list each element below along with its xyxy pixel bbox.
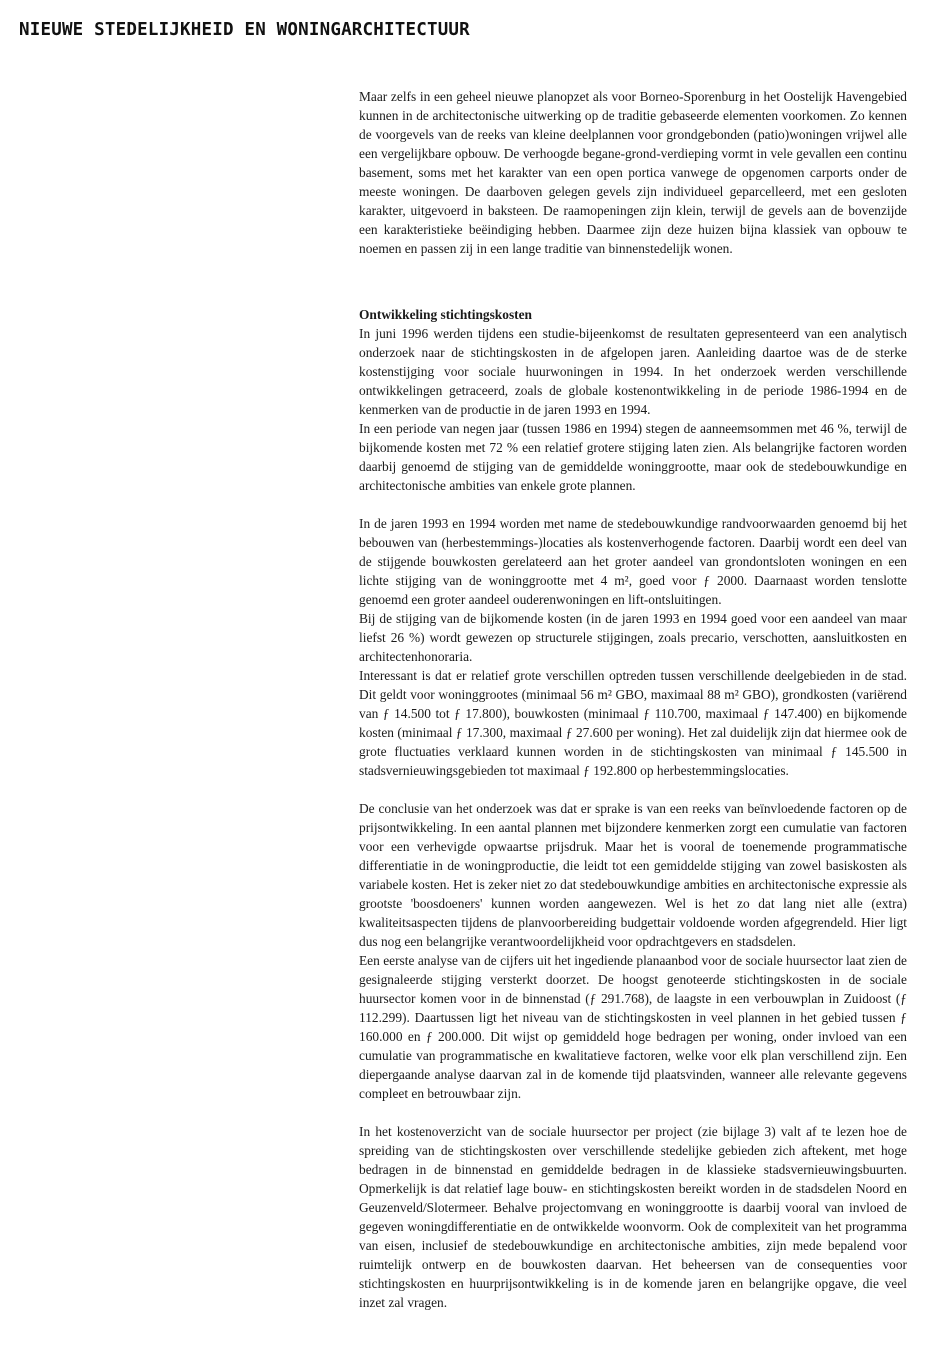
text-column xyxy=(359,87,907,1312)
paragraph-spacer xyxy=(359,780,907,799)
body-paragraph: De conclusie van het onderzoek was dat er sprake is van een reeks van beïnvloedende factoren op de prijsontwikkeling. In een aantal plannen met bijzondere kenmerken zorgt een cumulatie van factoren voor een verhevigde opwaartse prijsdruk. Maar het is vooral de toenemende programmatische differentiatie in de woningproductie, die leidt tot een gemiddelde stijging van zowel basiskosten als variabele kosten. Het is zeker niet zo dat stedebouwkundige ambities en architectonische expressie als grootste 'boosdoeners' kunnen worden aangewezen. Wel is het zo dat lang niet alle (extra) kwaliteitsaspecten tijdens de planvoorbereiding budgettair voldoende worden afgegrendeld. Hier ligt dus nog een belangrijke verantwoordelijkheid voor opdrachtgevers en stadsdelen. xyxy=(359,801,907,949)
section-heading: Ontwikkeling stichtingskosten xyxy=(359,307,532,322)
body-paragraph: In de jaren 1993 en 1994 worden met name de stedebouwkundige randvoorwaarden genoemd bij het bebouwen van (herbestemmings-)locaties als kostenverhogende factoren. Daarbij wordt een deel van de stijgende bouwkosten gerelateerd aan het groter aandeel van grondontsloten woningen en een lichte stijging van de woninggrootte met 4 m², goed voor ƒ 2000. Daarnaast worden tenslotte genoemd een groter aandeel ouderenwoningen en lift-ontsluitingen. xyxy=(359,516,907,607)
body-paragraph: In juni 1996 werden tijdens een studie-bijeenkomst de resultaten gepresenteerd van een analytisch onderzoek naar de stichtingskosten in de afgelopen jaren. Aanleiding daartoe was de de sterke kostenstijging voor sociale huurwoningen in 1994. In het onderzoek werden verschillende ontwikkelingen getraceerd, zoals de globale kostenontwikkeling in de periode 1986-1994 en de kenmerken van de productie in de jaren 1993 en 1994. xyxy=(359,326,907,417)
running-head-title: NIEUWE STEDELIJKHEID EN WONINGARCHITECTUUR xyxy=(19,20,470,40)
paragraph-spacer xyxy=(359,1103,907,1122)
body-paragraph: Interessant is dat er relatief grote verschillen optreden tussen verschillende deelgebieden in de stad. Dit geldt voor woninggrootes (minimaal 56 m² GBO, maximaal 88 m² GBO), grondkosten (variërend van ƒ 14.500 tot ƒ 17.800), bouwkosten (minimaal ƒ 110.700, maximaal ƒ 147.400) en bijkomende kosten (minimaal ƒ 17.300, maximaal ƒ 27.600 per woning). Het zal duidelijk zijn dat hiermee ook de grote fluctuaties verklaard kunnen worden in de stichtingskosten van minimaal ƒ 145.500 in stadsvernieuwingsgebieden tot maximaal ƒ 192.800 op herbestemmingslocaties. xyxy=(359,668,907,778)
paragraph-spacer xyxy=(359,495,907,514)
body-paragraph: Een eerste analyse van de cijfers uit het ingediende planaanbod voor de sociale huursector laat zien de gesignaleerde stijging versterkt doorzet. De hoogst genoteerde stichtingskosten in de sociale huursector komen voor in de binnenstad (ƒ 291.768), de laagste in een verbouwplan in Zuidoost (ƒ 112.299). Daartussen ligt het niveau van de stichtingskosten in veel plannen in het gebied tussen ƒ 160.000 en ƒ 200.000. Dit wijst op gemiddeld hoge bedragen per woning, onder invloed van een cumulatie van programmatische en kwalitatieve factoren, welke voor elk plan verschillend zijn. Een diepergaande analyse daarvan zal in de komende tijd plaatsvinden, wanneer alle relevante gegevens compleet en betrouwbaar zijn. xyxy=(359,953,907,1101)
body-paragraph: Bij de stijging van de bijkomende kosten (in de jaren 1993 en 1994 goed voor een aandeel van maar liefst 26 %) wordt gewezen op structurele stijgingen, zoals precario, verschotten, aansluitkosten en architectenhonoraria. xyxy=(359,611,907,664)
section-spacer xyxy=(359,258,907,305)
intro-paragraph: Maar zelfs in een geheel nieuwe planopzet als voor Borneo-Sporenburg in het Oostelijk Havengebied kunnen in de architectonische uitwerking op de traditie gebaseerde elementen voorkomen. Zo kennen de voorgevels van de reeks van kleine deelplannen voor grondgebonden (patio)woningen vrijwel alle een vergelijkbare opbouw. De verhoogde begane-grond-verdieping vormt in vele gevallen een continu basement, soms met het karakter van een open portica vanwege de opgenomen carports onder de meeste woningen. De daarboven gelegen gevels zijn individueel geparcelleerd, met een gesloten karakter, uitgevoerd in baksteen. De raamopeningen zijn klein, terwijl de gevels aan de bovenzijde een karakteristieke beëindiging hebben. Daarmee zijn deze huizen bijna klassiek van opbouw te noemen en passen zij in een lange traditie van binnenstedelijk wonen. xyxy=(359,89,907,256)
body-paragraph: In het kostenoverzicht van de sociale huursector per project (zie bijlage 3) valt af te lezen hoe de spreiding van de stichtingskosten over verschillende stedelijke gebieden zich aftekent, met hoge bedragen in de binnenstad en gemiddelde bedragen in de klassieke stadsvernieuwingsbuurten. Opmerkelijk is dat relatief lage bouw- en stichtingskosten bereikt worden in de stadsdelen Noord en Geuzenveld/Slotermeer. Behalve projectomvang en woninggrootte is daarbij vooral van invloed de gegeven woningdifferentiatie en de ontwikkelde woonvorm. Ook de complexiteit van het programma van eisen, inclusief de stedebouwkundige en architectonische ambities, zijn mede bepalend voor ruimtelijk ontwerp en de bouwkosten daarvan. Het beheersen van de consequenties voor stichtingskosten en huurprijsontwikkeling is in de komende jaren en belangrijke opgave, die veel inzet zal vragen. xyxy=(359,1124,907,1310)
body-paragraph: In een periode van negen jaar (tussen 1986 en 1994) stegen de aanneemsommen met 46 %, terwijl de bijkomende kosten met 72 % een relatief grotere stijging laten zien. Als belangrijke factoren worden daarbij genoemd de stijging van de gemiddelde woninggrootte, maar ook de stedebouwkundige en architectonische ambities van enkele grote plannen. xyxy=(359,421,907,493)
